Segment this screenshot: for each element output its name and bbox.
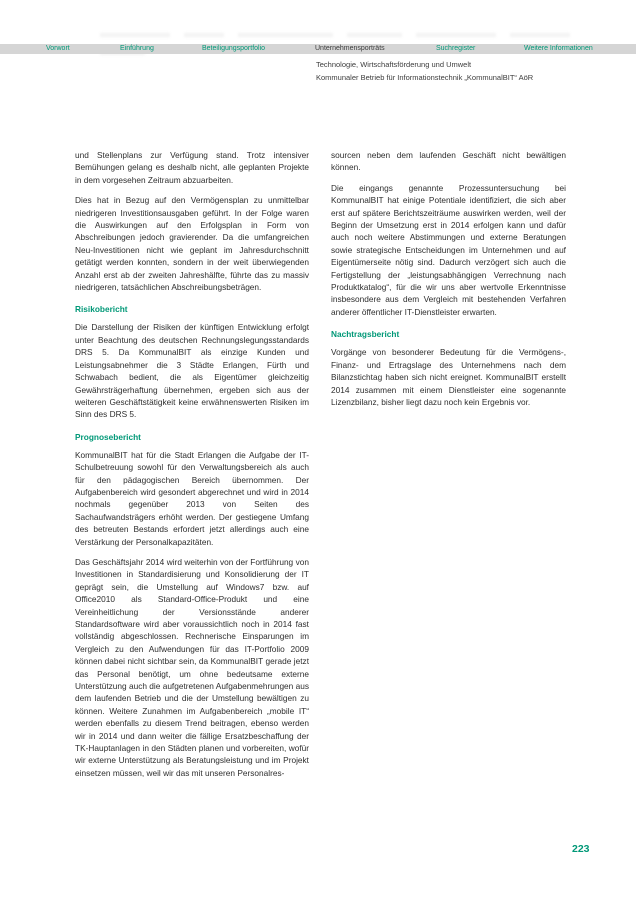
section-heading: Risikobericht: [75, 304, 128, 315]
body-column-left: [75, 149, 309, 787]
print-bleed-through: [100, 33, 610, 41]
body-paragraph: und Stellenplans zur Verfügung stand. Trotz intensiver Bemühungen gelang es deshalb nicht, alle geplanten Projekte in dem vorgesehen Zeitraum abzuarbeiten.: [75, 150, 309, 185]
page-number: 223: [572, 843, 590, 855]
body-paragraph: KommunalBIT hat für die Stadt Erlangen die Aufgabe der IT-Schulbetreuung sowohl für den Verwaltungsbereich als auch für den pädagogischen Bereich übernommen. Der Aufgabenbereich wird gesondert abgerechnet und wird in 2014 nochmals gegenüber 2013 von Seiten des Sachaufwandsträgers erhöht werden. Der gestiegene Umfang des betreuten Bestands erfordert jetzt allerdings auch eine Verstärkung der Personalkapazitäten.: [75, 449, 309, 547]
nav-item-suchregister[interactable]: Suchregister: [436, 45, 476, 52]
nav-item-beteiligungsportfolio[interactable]: Beteiligungsportfolio: [202, 45, 266, 52]
section-heading: Nachtragsbericht: [331, 329, 400, 340]
nav-item-weitere-informationen[interactable]: Weitere Informationen: [524, 45, 593, 52]
nav-item-unternehmensportraets[interactable]: Unternehmensporträts: [315, 45, 385, 52]
breadcrumb-company: Kommunaler Betrieb für Informationstechnik „KommunalBIT“ AöR: [316, 73, 534, 82]
nav-item-vorwort[interactable]: Vorwort: [46, 45, 70, 52]
body-paragraph: Vorgänge von besonderer Bedeutung für die Vermögens-, Finanz- und Ertragslage des Unternehmens nach dem Bilanzstichtag haben sich nicht ereignet. KommunalBIT erstellt 2014 zusammen mit einem Dienstleister eine sogenannte Lizenzbilanz, bisher liegt dazu noch kein Ergebnis vor.: [331, 347, 566, 407]
section-heading: Prognosebericht: [75, 431, 141, 442]
nav-item-einfuehrung[interactable]: Einführung: [120, 45, 154, 52]
body-paragraph: Die Darstellung der Risiken der künftigen Entwicklung erfolgt unter Beachtung des deutschen Rechnungslegungsstandards DRS 5. Da KommunalBIT als einzige Kunden und Leistungsabnehmer die 3 Städte Erlangen, Fürth und Schwabach bedient, die als Eigentümer gleichzeitig Gewährsträgerhaftung übernehmen, ergeben sich aus der weiteren Geschäftstätigkeit keine erwähnenswerten Risiken im Sinn des DRS 5.: [75, 322, 309, 420]
body-paragraph: Die eingangs genannte Prozessuntersuchung bei KommunalBIT hat einige Potentiale identifiziert, die sich aber erst auf spätere Berichtszeiträume auswirken werden, weil der Beginn der Umsetzung erst in 2014 erfolgen kann und dafür auch noch weitere Abstimmungen und externe Beratungen sowie strategische Entscheidungen im Unternehmen und auf Eigentümerseite nötig sind. Dadurch verzögert sich auch die Fertigstellung der „leistungsabhängigen Verrechnung nach Produktkatalog“, für die wir uns aber wertvolle Erkenntnisse insbesondere aus dem Vergleich mit bestehenden Verfahren anderer öffentlicher IT-Dienstleister erwarten.: [331, 182, 566, 317]
body-paragraph: Das Geschäftsjahr 2014 wird weiterhin von der Fortführung von Investitionen in Standardisierung und Konsolidierung der IT geprägt sein, die Umstellung auf Windows7 bzw. auf Office2010 als Standard-Office-Produkt und eine Vereinheitlichung der Versionsstände anderer Standardsoftware wird aber voraussichtlich noch in 2014 fast vollständig abgeschlossen. Rechnerische Einsparungen im Vergleich zu den Aufwendungen für das IT-Portfolio 2009 können dabei nicht sichtbar sein, da KommunalBIT gerade jetzt das Personal benötigt, um ohne bedeutsame externe Unterstützung auch die aufgetretenen Aufgabenmehrungen aus dem laufenden Betrieb und die der Umstellung bewältigen zu können. Weitere Zunahmen im Aufgabenbereich „mobile IT“ werden ebenfalls zu diesem Trend beitragen, ebenso werden wir in 2014 und dann weiter die fällige Ersatzbeschaffung der TK-Hauptanlagen in den Städten planen und vorbereiten, wofür wir externe Unterstützung als Beratungsleistung und im Projekt einsetzen müssen, weil wir das mit unseren Personalres-: [75, 556, 309, 778]
body-column-right: [331, 149, 566, 416]
breadcrumb-chapter: Technologie, Wirtschaftsförderung und Umwelt: [316, 60, 472, 69]
body-paragraph: Dies hat in Bezug auf den Vermögensplan zu unmittelbar niedrigeren Investitionsausgaben geführt. In der Folge waren die Auswirkungen auf den Erfolgsplan in Form von Abschreibungen jedoch gravierender. Da die umfangreichen Neu-Investitionen nicht wie geplant im Jahresdurchschnitt getätigt werden konnten, sondern in der weit überwiegenden Anzahl erst ab der zweiten Jahreshälfte, führte das zu massiv niedrigeren, tatsächlichen Abschreibungsbeträgen.: [75, 195, 309, 293]
body-paragraph: sourcen neben dem laufenden Geschäft nicht bewältigen können.: [331, 150, 566, 173]
register-nav-bar: [0, 44, 636, 54]
